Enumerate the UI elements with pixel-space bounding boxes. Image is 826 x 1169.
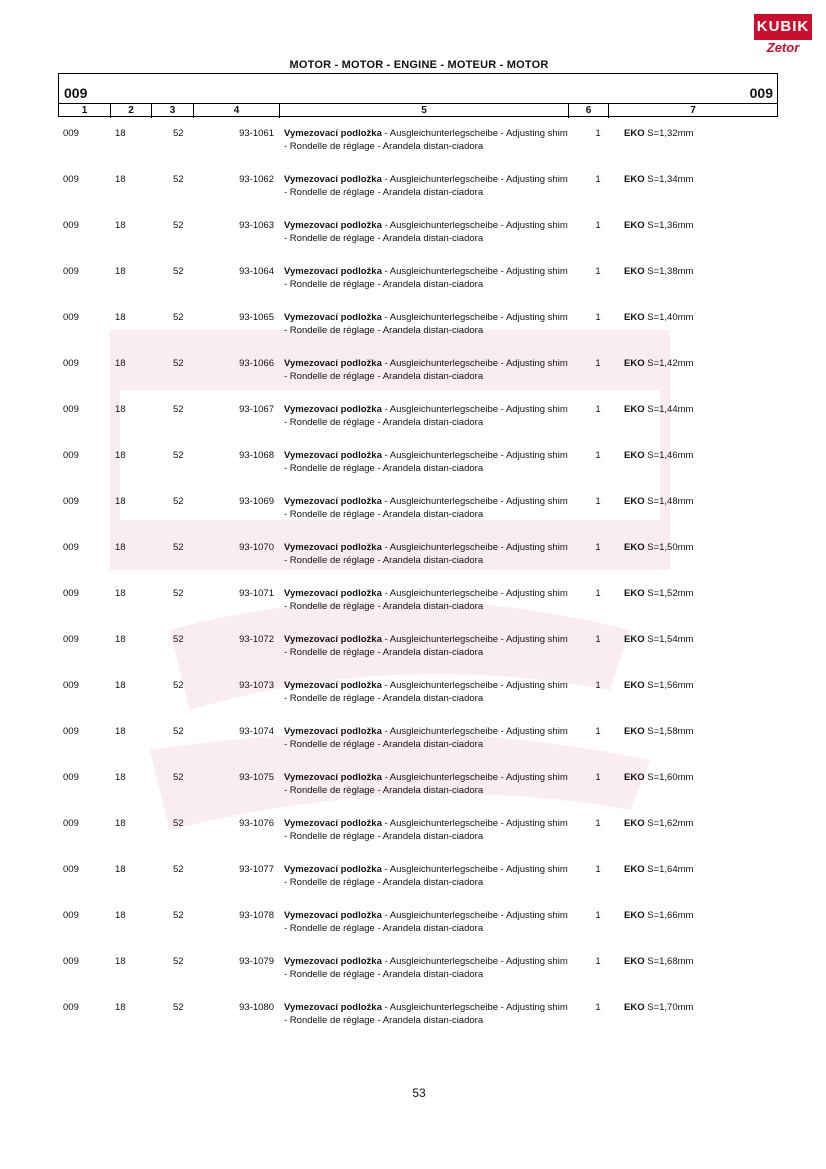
cell-quantity: 1	[595, 220, 601, 231]
cell-description	[284, 220, 569, 245]
cell-quantity: 1	[595, 864, 601, 875]
cell-part-number: 93-1069	[239, 496, 274, 507]
desc-czech: Vymezovací podložka	[284, 404, 382, 415]
desc-czech: Vymezovací podložka	[284, 956, 382, 967]
desc-czech: Vymezovací podložka	[284, 864, 382, 875]
note-eko: EKO	[624, 358, 645, 369]
cell-position: 18	[115, 910, 126, 921]
cell-quantity: 1	[595, 680, 601, 691]
cell-group: 009	[63, 772, 79, 783]
cell-position: 18	[115, 358, 126, 369]
note-size: S=1,50mm	[644, 542, 694, 553]
desc-translations: - Ausgleichunterlegscheibe - Adjusting shim - Rondelle de réglage - Arandela distan-ciadora	[284, 726, 568, 750]
cell-subposition: 52	[173, 312, 184, 323]
column-header-row	[59, 103, 777, 118]
cell-subposition: 52	[173, 266, 184, 277]
cell-quantity: 1	[595, 818, 601, 829]
desc-translations: - Ausgleichunterlegscheibe - Adjusting shim - Rondelle de réglage - Arandela distan-ciadora	[284, 220, 568, 244]
column-header-7: 7	[608, 104, 777, 118]
desc-translations: - Ausgleichunterlegscheibe - Adjusting shim - Rondelle de réglage - Arandela distan-ciadora	[284, 1002, 568, 1026]
cell-group: 009	[63, 128, 79, 139]
cell-part-number: 93-1074	[239, 726, 274, 737]
table-row	[0, 726, 826, 770]
cell-position: 18	[115, 588, 126, 599]
cell-note	[624, 910, 693, 923]
cell-part-number: 93-1080	[239, 1002, 274, 1013]
desc-czech: Vymezovací podložka	[284, 450, 382, 461]
cell-part-number: 93-1064	[239, 266, 274, 277]
cell-position: 18	[115, 680, 126, 691]
note-size: S=1,38mm	[644, 266, 694, 277]
cell-subposition: 52	[173, 772, 184, 783]
cell-group: 009	[63, 220, 79, 231]
desc-czech: Vymezovací podložka	[284, 588, 382, 599]
cell-description	[284, 358, 569, 383]
cell-quantity: 1	[595, 772, 601, 783]
cell-subposition: 52	[173, 726, 184, 737]
cell-description	[284, 772, 569, 797]
cell-note	[624, 1002, 693, 1015]
desc-translations: - Ausgleichunterlegscheibe - Adjusting shim - Rondelle de réglage - Arandela distan-ciadora	[284, 772, 568, 796]
note-eko: EKO	[624, 312, 645, 323]
group-code-right: 009	[749, 85, 773, 101]
table-row	[0, 450, 826, 494]
cell-subposition: 52	[173, 220, 184, 231]
cell-note	[624, 128, 693, 141]
note-eko: EKO	[624, 404, 645, 415]
cell-subposition: 52	[173, 404, 184, 415]
desc-czech: Vymezovací podložka	[284, 496, 382, 507]
note-eko: EKO	[624, 220, 645, 231]
cell-position: 18	[115, 726, 126, 737]
desc-translations: - Ausgleichunterlegscheibe - Adjusting shim - Rondelle de réglage - Arandela distan-ciadora	[284, 542, 568, 566]
cell-part-number: 93-1078	[239, 910, 274, 921]
cell-position: 18	[115, 818, 126, 829]
cell-description	[284, 680, 569, 705]
cell-position: 18	[115, 542, 126, 553]
cell-quantity: 1	[595, 174, 601, 185]
desc-czech: Vymezovací podložka	[284, 174, 382, 185]
desc-translations: - Ausgleichunterlegscheibe - Adjusting shim - Rondelle de réglage - Arandela distan-ciadora	[284, 634, 568, 658]
note-eko: EKO	[624, 450, 645, 461]
cell-part-number: 93-1073	[239, 680, 274, 691]
cell-note	[624, 542, 693, 555]
desc-czech: Vymezovací podložka	[284, 220, 382, 231]
table-row	[0, 312, 826, 356]
desc-translations: - Ausgleichunterlegscheibe - Adjusting shim - Rondelle de réglage - Arandela distan-ciadora	[284, 496, 568, 520]
cell-subposition: 52	[173, 956, 184, 967]
note-eko: EKO	[624, 634, 645, 645]
cell-description	[284, 496, 569, 521]
desc-czech: Vymezovací podložka	[284, 818, 382, 829]
column-header-6: 6	[568, 104, 608, 118]
table-header-box	[58, 73, 778, 117]
table-row	[0, 542, 826, 586]
cell-quantity: 1	[595, 128, 601, 139]
cell-note	[624, 496, 693, 509]
cell-part-number: 93-1061	[239, 128, 274, 139]
cell-quantity: 1	[595, 726, 601, 737]
cell-description	[284, 266, 569, 291]
page-number: 53	[412, 1086, 426, 1100]
cell-group: 009	[63, 496, 79, 507]
cell-quantity: 1	[595, 450, 601, 461]
cell-description	[284, 910, 569, 935]
table-row	[0, 1002, 826, 1046]
cell-group: 009	[63, 818, 79, 829]
desc-translations: - Ausgleichunterlegscheibe - Adjusting shim - Rondelle de réglage - Arandela distan-ciadora	[284, 864, 568, 888]
note-eko: EKO	[624, 174, 645, 185]
note-eko: EKO	[624, 680, 645, 691]
cell-description	[284, 174, 569, 199]
cell-part-number: 93-1071	[239, 588, 274, 599]
cell-group: 009	[63, 542, 79, 553]
table-row	[0, 910, 826, 954]
cell-group: 009	[63, 358, 79, 369]
desc-translations: - Ausgleichunterlegscheibe - Adjusting shim - Rondelle de réglage - Arandela distan-ciadora	[284, 818, 568, 842]
logo-kubik-text: KUBIK	[754, 14, 812, 40]
cell-description	[284, 128, 569, 153]
cell-part-number: 93-1068	[239, 450, 274, 461]
note-eko: EKO	[624, 726, 645, 737]
note-size: S=1,66mm	[644, 910, 694, 921]
cell-position: 18	[115, 450, 126, 461]
desc-translations: - Ausgleichunterlegscheibe - Adjusting shim - Rondelle de réglage - Arandela distan-ciadora	[284, 128, 568, 152]
cell-part-number: 93-1077	[239, 864, 274, 875]
note-size: S=1,34mm	[644, 174, 694, 185]
table-row	[0, 404, 826, 448]
column-header-1: 1	[81, 105, 88, 116]
note-eko: EKO	[624, 1002, 645, 1013]
table-row	[0, 266, 826, 310]
cell-part-number: 93-1075	[239, 772, 274, 783]
cell-description	[284, 864, 569, 889]
cell-note	[624, 956, 693, 969]
cell-subposition: 52	[173, 680, 184, 691]
logo-zetor-text: Zetor	[766, 40, 800, 55]
cell-subposition: 52	[173, 588, 184, 599]
desc-translations: - Ausgleichunterlegscheibe - Adjusting shim - Rondelle de réglage - Arandela distan-ciadora	[284, 588, 568, 612]
cell-quantity: 1	[595, 496, 601, 507]
note-size: S=1,52mm	[644, 588, 694, 599]
table-row	[0, 818, 826, 862]
cell-part-number: 93-1062	[239, 174, 274, 185]
note-size: S=1,70mm	[644, 1002, 694, 1013]
cell-quantity: 1	[595, 1002, 601, 1013]
column-header-2: 2	[110, 104, 151, 118]
cell-description	[284, 818, 569, 843]
desc-translations: - Ausgleichunterlegscheibe - Adjusting shim - Rondelle de réglage - Arandela distan-ciadora	[284, 174, 568, 198]
cell-note	[624, 818, 693, 831]
cell-subposition: 52	[173, 864, 184, 875]
cell-group: 009	[63, 864, 79, 875]
cell-position: 18	[115, 956, 126, 967]
cell-position: 18	[115, 266, 126, 277]
cell-group: 009	[63, 588, 79, 599]
table-row	[0, 772, 826, 816]
note-eko: EKO	[624, 496, 645, 507]
note-size: S=1,32mm	[644, 128, 694, 139]
note-eko: EKO	[624, 956, 645, 967]
cell-quantity: 1	[595, 588, 601, 599]
note-eko: EKO	[624, 772, 645, 783]
desc-translations: - Ausgleichunterlegscheibe - Adjusting shim - Rondelle de réglage - Arandela distan-ciadora	[284, 404, 568, 428]
note-eko: EKO	[624, 910, 645, 921]
cell-subposition: 52	[173, 818, 184, 829]
cell-position: 18	[115, 312, 126, 323]
desc-czech: Vymezovací podložka	[284, 266, 382, 277]
table-row	[0, 174, 826, 218]
cell-subposition: 52	[173, 128, 184, 139]
note-size: S=1,40mm	[644, 312, 694, 323]
note-eko: EKO	[624, 128, 645, 139]
cell-note	[624, 726, 693, 739]
cell-part-number: 93-1076	[239, 818, 274, 829]
cell-group: 009	[63, 312, 79, 323]
table-row	[0, 220, 826, 264]
cell-position: 18	[115, 1002, 126, 1013]
cell-note	[624, 634, 693, 647]
cell-quantity: 1	[595, 358, 601, 369]
desc-translations: - Ausgleichunterlegscheibe - Adjusting shim - Rondelle de réglage - Arandela distan-ciadora	[284, 266, 568, 290]
note-size: S=1,62mm	[644, 818, 694, 829]
page-title: MOTOR - MOTOR - ENGINE - MOTEUR - MOTOR	[289, 59, 549, 71]
desc-czech: Vymezovací podložka	[284, 772, 382, 783]
note-size: S=1,54mm	[644, 634, 694, 645]
cell-quantity: 1	[595, 956, 601, 967]
cell-description	[284, 404, 569, 429]
group-code-left: 009	[64, 85, 88, 101]
cell-description	[284, 634, 569, 659]
cell-note	[624, 864, 693, 877]
desc-czech: Vymezovací podložka	[284, 680, 382, 691]
note-size: S=1,60mm	[644, 772, 694, 783]
cell-description	[284, 588, 569, 613]
cell-description	[284, 450, 569, 475]
column-header-3: 3	[151, 104, 193, 118]
cell-note	[624, 312, 693, 325]
note-size: S=1,42mm	[644, 358, 694, 369]
table-row	[0, 496, 826, 540]
note-size: S=1,44mm	[644, 404, 694, 415]
table-row	[0, 128, 826, 172]
kubik-zetor-logo	[754, 14, 812, 58]
note-size: S=1,56mm	[644, 680, 694, 691]
desc-translations: - Ausgleichunterlegscheibe - Adjusting shim - Rondelle de réglage - Arandela distan-ciadora	[284, 680, 568, 704]
cell-note	[624, 358, 693, 371]
cell-position: 18	[115, 864, 126, 875]
cell-group: 009	[63, 450, 79, 461]
desc-translations: - Ausgleichunterlegscheibe - Adjusting shim - Rondelle de réglage - Arandela distan-ciadora	[284, 358, 568, 382]
note-size: S=1,36mm	[644, 220, 694, 231]
note-eko: EKO	[624, 588, 645, 599]
desc-czech: Vymezovací podložka	[284, 128, 382, 139]
cell-quantity: 1	[595, 266, 601, 277]
note-eko: EKO	[624, 542, 645, 553]
cell-note	[624, 588, 693, 601]
cell-position: 18	[115, 634, 126, 645]
cell-description	[284, 956, 569, 981]
cell-note	[624, 220, 693, 233]
cell-subposition: 52	[173, 358, 184, 369]
cell-subposition: 52	[173, 496, 184, 507]
cell-note	[624, 772, 693, 785]
cell-group: 009	[63, 266, 79, 277]
column-header-5: 5	[279, 104, 568, 118]
cell-note	[624, 266, 693, 279]
cell-group: 009	[63, 956, 79, 967]
cell-position: 18	[115, 128, 126, 139]
cell-quantity: 1	[595, 910, 601, 921]
desc-czech: Vymezovací podložka	[284, 358, 382, 369]
cell-part-number: 93-1072	[239, 634, 274, 645]
cell-group: 009	[63, 680, 79, 691]
cell-subposition: 52	[173, 634, 184, 645]
cell-quantity: 1	[595, 542, 601, 553]
column-header-4: 4	[193, 104, 279, 118]
desc-czech: Vymezovací podložka	[284, 312, 382, 323]
desc-translations: - Ausgleichunterlegscheibe - Adjusting shim - Rondelle de réglage - Arandela distan-ciadora	[284, 910, 568, 934]
cell-group: 009	[63, 634, 79, 645]
cell-description	[284, 312, 569, 337]
cell-note	[624, 174, 693, 187]
cell-part-number: 93-1079	[239, 956, 274, 967]
table-row	[0, 588, 826, 632]
desc-czech: Vymezovací podložka	[284, 726, 382, 737]
table-row	[0, 956, 826, 1000]
cell-group: 009	[63, 726, 79, 737]
cell-subposition: 52	[173, 910, 184, 921]
cell-group: 009	[63, 1002, 79, 1013]
cell-subposition: 52	[173, 1002, 184, 1013]
cell-note	[624, 680, 693, 693]
cell-subposition: 52	[173, 174, 184, 185]
desc-czech: Vymezovací podložka	[284, 1002, 382, 1013]
cell-subposition: 52	[173, 450, 184, 461]
cell-position: 18	[115, 404, 126, 415]
cell-description	[284, 542, 569, 567]
cell-position: 18	[115, 220, 126, 231]
note-size: S=1,68mm	[644, 956, 694, 967]
note-eko: EKO	[624, 818, 645, 829]
desc-translations: - Ausgleichunterlegscheibe - Adjusting shim - Rondelle de réglage - Arandela distan-ciadora	[284, 312, 568, 336]
cell-note	[624, 450, 693, 463]
note-size: S=1,46mm	[644, 450, 694, 461]
cell-part-number: 93-1067	[239, 404, 274, 415]
desc-czech: Vymezovací podložka	[284, 634, 382, 645]
cell-quantity: 1	[595, 404, 601, 415]
note-size: S=1,58mm	[644, 726, 694, 737]
cell-part-number: 93-1063	[239, 220, 274, 231]
cell-description	[284, 1002, 569, 1027]
cell-group: 009	[63, 174, 79, 185]
desc-czech: Vymezovací podložka	[284, 542, 382, 553]
cell-description	[284, 726, 569, 751]
table-row	[0, 680, 826, 724]
note-eko: EKO	[624, 266, 645, 277]
table-row	[0, 634, 826, 678]
cell-note	[624, 404, 693, 417]
table-row	[0, 358, 826, 402]
note-eko: EKO	[624, 864, 645, 875]
cell-group: 009	[63, 910, 79, 921]
cell-position: 18	[115, 496, 126, 507]
note-size: S=1,64mm	[644, 864, 694, 875]
cell-quantity: 1	[595, 312, 601, 323]
note-size: S=1,48mm	[644, 496, 694, 507]
cell-position: 18	[115, 772, 126, 783]
cell-part-number: 93-1066	[239, 358, 274, 369]
cell-group: 009	[63, 404, 79, 415]
cell-position: 18	[115, 174, 126, 185]
cell-subposition: 52	[173, 542, 184, 553]
desc-translations: - Ausgleichunterlegscheibe - Adjusting shim - Rondelle de réglage - Arandela distan-ciadora	[284, 956, 568, 980]
table-row	[0, 864, 826, 908]
cell-part-number: 93-1070	[239, 542, 274, 553]
cell-quantity: 1	[595, 634, 601, 645]
desc-czech: Vymezovací podložka	[284, 910, 382, 921]
cell-part-number: 93-1065	[239, 312, 274, 323]
desc-translations: - Ausgleichunterlegscheibe - Adjusting shim - Rondelle de réglage - Arandela distan-ciadora	[284, 450, 568, 474]
